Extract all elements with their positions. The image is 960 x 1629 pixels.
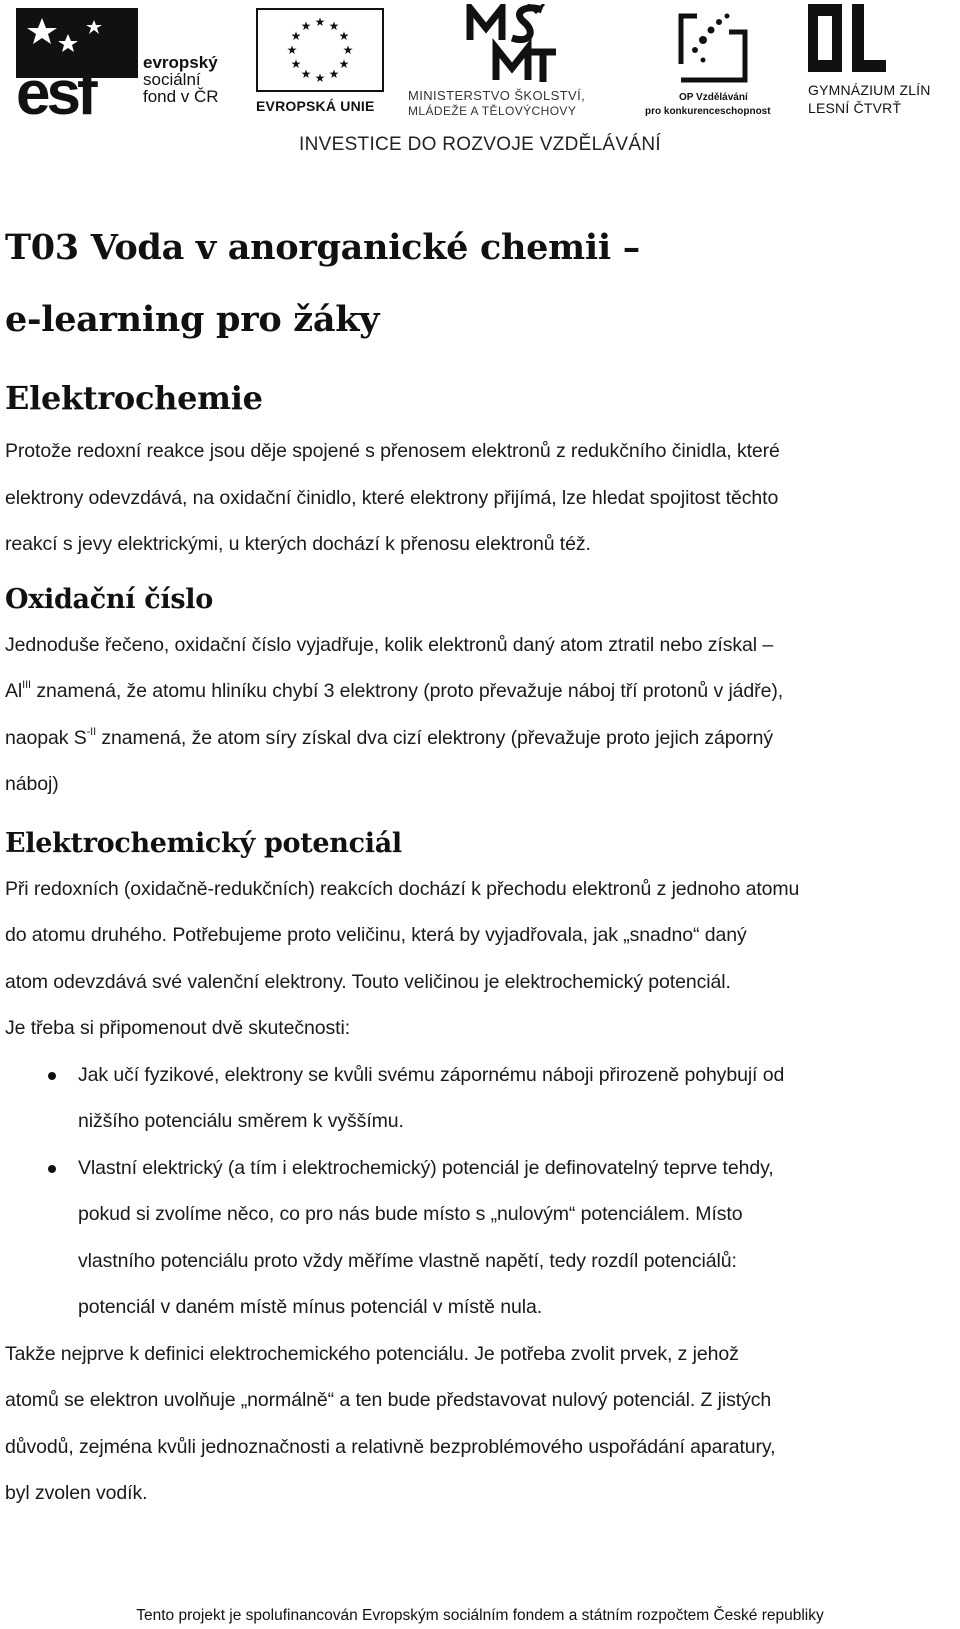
svg-text:★: ★ xyxy=(328,67,340,81)
title-line: T03 Voda v anorganické chemii – xyxy=(5,227,640,268)
svg-text:★: ★ xyxy=(328,19,340,33)
svg-text:★: ★ xyxy=(300,67,312,81)
document-body xyxy=(5,212,955,1517)
msmt-logo xyxy=(408,4,638,120)
svg-text:★: ★ xyxy=(314,71,326,85)
s-text: znamená, že atom síry získal dva cizí elektrony (převažuje proto jejich záporný xyxy=(96,726,774,749)
svg-text:esf: esf xyxy=(16,59,94,118)
eu-logo xyxy=(256,8,386,118)
footer-note: Tento projekt je spolufinancován Evropským sociálním fondem a státním rozpočtem České republiky xyxy=(136,1607,824,1624)
esf-mark-icon xyxy=(16,8,138,118)
paragraph-line: Protože redoxní reakce jsou děje spojené s přenosem elektronů z redukčního činidla, které xyxy=(5,440,780,462)
potential-heading: Elektrochemický potenciál xyxy=(5,827,402,859)
school-caption-line2: LESNÍ ČTVRŤ xyxy=(808,100,902,116)
msmt-mark-icon xyxy=(466,4,558,84)
document-title xyxy=(5,212,955,356)
s-prefix: naopak S xyxy=(5,726,87,749)
school-caption-line1: GYMNÁZIUM ZLÍN xyxy=(808,82,931,98)
paragraph-line: Jednoduše řečeno, oxidační číslo vyjadřuje, kolik elektronů daný atom ztratil nebo získal – xyxy=(5,633,774,656)
msmt-caption-line2: MLÁDEŽE A TĚLOVÝCHOVY xyxy=(408,104,577,118)
svg-text:★: ★ xyxy=(342,43,354,57)
paragraph-line: důvodů, zejména kvůli jednoznačnosti a relativně bezproblémového uspořádání aparatury, xyxy=(5,1435,776,1458)
list-item xyxy=(5,1145,955,1331)
paragraph-line: reakcí s jevy elektrickými, u kterých dochází k přenosu elektronů též. xyxy=(5,533,591,555)
oxidation-paragraph xyxy=(5,622,955,808)
bullet-list xyxy=(5,1052,955,1331)
list-item xyxy=(5,1052,955,1145)
svg-text:★: ★ xyxy=(290,57,302,71)
list-item-line: nižšího potenciálu směrem k vyššímu. xyxy=(78,1110,404,1132)
oxidation-heading: Oxidační číslo xyxy=(5,583,213,615)
bullet-icon xyxy=(48,1072,56,1080)
svg-text:★: ★ xyxy=(338,57,350,71)
closing-paragraph xyxy=(5,1331,955,1517)
svg-text:★: ★ xyxy=(300,19,312,33)
esf-line2: sociální xyxy=(143,70,201,89)
list-item-line: potenciál v daném místě mínus potenciál v místě nula. xyxy=(78,1296,543,1318)
section-heading: Elektrochemie xyxy=(5,379,263,417)
list-item-line: vlastního potenciálu proto vždy měříme vlastně napětí, tedy rozdíl potenciálů: xyxy=(78,1249,737,1272)
eu-caption: EVROPSKÁ UNIE xyxy=(256,98,375,114)
al-symbol: Al xyxy=(5,680,23,702)
paragraph-line: atomů se elektron uvolňuje „normálně“ a ten bude představovat nulový potenciál. Z jistých xyxy=(5,1389,772,1411)
potential-paragraph xyxy=(5,866,955,1052)
svg-text:★: ★ xyxy=(338,29,350,43)
eu-flag-icon xyxy=(256,8,384,92)
paragraph-line: Takže nejprve k definici elektrochemického potenciálu. Je potřeba zvolit prvek, z jehož xyxy=(5,1342,739,1365)
op-caption-line1: OP Vzdělávání xyxy=(679,92,748,103)
al-text: znamená, že atomu hliníku chybí 3 elektrony (proto převažuje náboj tří protonů v jádře), xyxy=(31,680,784,702)
paragraph-line: Je třeba si připomenout dvě skutečnosti: xyxy=(5,1017,351,1039)
svg-text:★: ★ xyxy=(314,15,326,29)
school-logo xyxy=(806,4,956,120)
paragraph-line: atom odevzdává své valenční elektrony. Touto veličinou je elektrochemický potenciál. xyxy=(5,970,731,993)
intro-paragraph xyxy=(5,428,955,568)
paragraph-line: elektrony odevzdává, na oxidační činidlo, které elektrony přijímá, lze hledat spojitost těchto xyxy=(5,486,779,509)
paragraph-line: náboj) xyxy=(5,773,59,795)
op-caption-line2: pro konkurenceschopnost xyxy=(645,106,771,117)
list-item-line: Jak učí fyzikové, elektrony se kvůli svému zápornému náboji přirozeně pohybují od xyxy=(78,1063,785,1086)
list-item-line: Vlastní elektrický (a tím i elektrochemický) potenciál je definovatelný teprve tehdy, xyxy=(78,1156,774,1179)
paragraph-line: byl zvolen vodík. xyxy=(5,1482,148,1504)
op-logo xyxy=(645,8,785,120)
s-oxidation-state: -II xyxy=(86,725,97,738)
al-oxidation-state: III xyxy=(22,679,32,691)
list-item-line: pokud si zvolíme něco, co pro nás bude místo s „nulovým“ potenciálem. Místo xyxy=(78,1203,743,1225)
op-mark-icon xyxy=(673,8,753,88)
paragraph-line: do atomu druhého. Potřebujeme proto veličinu, která by vyjadřovala, jak „snadno“ daný xyxy=(5,924,747,946)
investice-banner: INVESTICE DO ROZVOJE VZDĚLÁVÁNÍ xyxy=(299,134,661,155)
title-line: e-learning pro žáky xyxy=(5,299,380,340)
esf-logo xyxy=(16,8,246,118)
bullet-icon xyxy=(48,1165,56,1173)
svg-text:★: ★ xyxy=(290,29,302,43)
msmt-caption-line1: MINISTERSTVO ŠKOLSTVÍ, xyxy=(408,88,586,103)
paragraph-line xyxy=(5,668,955,715)
esf-line1: evropský xyxy=(143,53,218,72)
school-mark-icon xyxy=(808,4,886,72)
svg-text:★: ★ xyxy=(286,43,298,57)
esf-line3: fond v ČR xyxy=(143,87,219,106)
paragraph-line xyxy=(5,715,955,762)
paragraph-line: Při redoxních (oxidačně-redukčních) reakcích dochází k přechodu elektronů z jednoho atomu xyxy=(5,877,800,900)
